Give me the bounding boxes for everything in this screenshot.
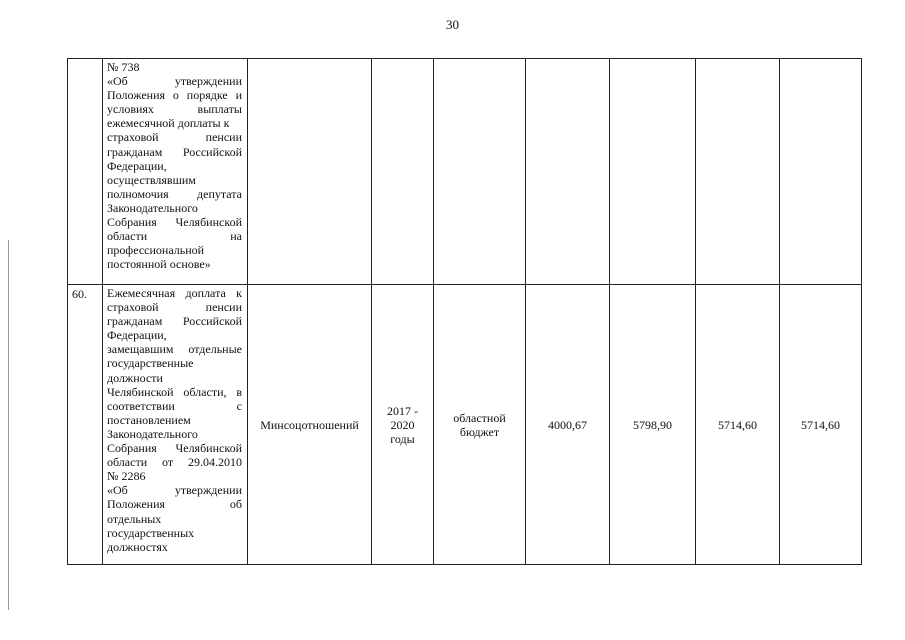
period-cell (372, 59, 434, 285)
amount-cell: 5714,60 (780, 285, 862, 565)
amount-cell: 5798,90 (610, 285, 696, 565)
measure-name-line: области на (107, 229, 242, 244)
measure-name-line: Челябинской области, в (107, 384, 242, 399)
measure-name-line: «Об утверждении (107, 483, 242, 498)
measure-name-line: постоянной основе» (107, 257, 211, 272)
measure-name-line: гражданам Российской (107, 314, 242, 329)
amount-cell: 4000,67 (526, 285, 610, 565)
measure-name-line: должности (107, 370, 163, 385)
funding-source-line: бюджет (459, 424, 500, 439)
measure-name-line: профессиональной (107, 243, 205, 258)
measure-name-line: страховой пенсии (107, 130, 242, 145)
executor-cell: Минсоцотношений (248, 285, 372, 565)
funding-source-line: областной (453, 410, 506, 425)
measure-name-line: осуществлявшим (107, 172, 196, 187)
measure-name-line: Ежемесячная доплата к (107, 286, 242, 300)
measure-name-line: № 738 (107, 60, 140, 74)
measure-name-line: Собрания Челябинской (107, 441, 242, 456)
measure-name-line: Положения об (107, 497, 242, 512)
budget-table (67, 58, 862, 565)
margin-line (8, 240, 9, 610)
measure-name-line: должностях (107, 539, 168, 554)
measure-name-cell (103, 285, 248, 565)
measure-name-line: замещавшим отдельные (107, 342, 242, 357)
measure-name-line: Федерации, (107, 158, 167, 173)
executor-cell (248, 59, 372, 285)
measure-name-line: № 2286 (107, 469, 146, 484)
measure-name-line: области от 29.04.2010 (107, 455, 242, 470)
funding-source-cell (434, 285, 526, 565)
measure-name-line: Законодательного (107, 426, 198, 441)
amount-cell (610, 59, 696, 285)
period-line: 2017 - (387, 403, 418, 418)
amount-cell (780, 59, 862, 285)
row-number-cell: 60. (68, 285, 103, 565)
measure-name-line: полномочия депутата (107, 186, 242, 201)
measure-name-line: постановлением (107, 412, 191, 427)
measure-name-line: Федерации, (107, 328, 167, 343)
row-number-cell (68, 59, 103, 285)
table-body (68, 59, 862, 565)
table-row (68, 59, 862, 285)
period-line: годы (390, 431, 415, 446)
measure-name-line: соответствии с (107, 398, 242, 413)
measure-name-cell (103, 59, 248, 285)
page-number: 30 (446, 17, 459, 32)
amount-cell (696, 59, 780, 285)
measure-name-line: отдельных (107, 511, 162, 526)
measure-name-line: Собрания Челябинской (107, 215, 242, 230)
measure-name-line: ежемесячной доплаты к (107, 116, 230, 131)
measure-name-line: условиях выплаты (107, 102, 242, 117)
measure-name-line: государственных (107, 525, 195, 540)
measure-name-line: страховой пенсии (107, 300, 242, 315)
measure-name-line: Положения о порядке и (107, 88, 242, 103)
table-row (68, 285, 862, 565)
amount-cell: 5714,60 (696, 285, 780, 565)
measure-name-line: государственные (107, 356, 194, 371)
period-cell (372, 285, 434, 565)
funding-source-cell (434, 59, 526, 285)
period-line: 2020 (390, 417, 415, 432)
measure-name-line: гражданам Российской (107, 144, 242, 159)
measure-name-line: Законодательного (107, 200, 198, 215)
measure-name-line: «Об утверждении (107, 74, 242, 89)
amount-cell (526, 59, 610, 285)
